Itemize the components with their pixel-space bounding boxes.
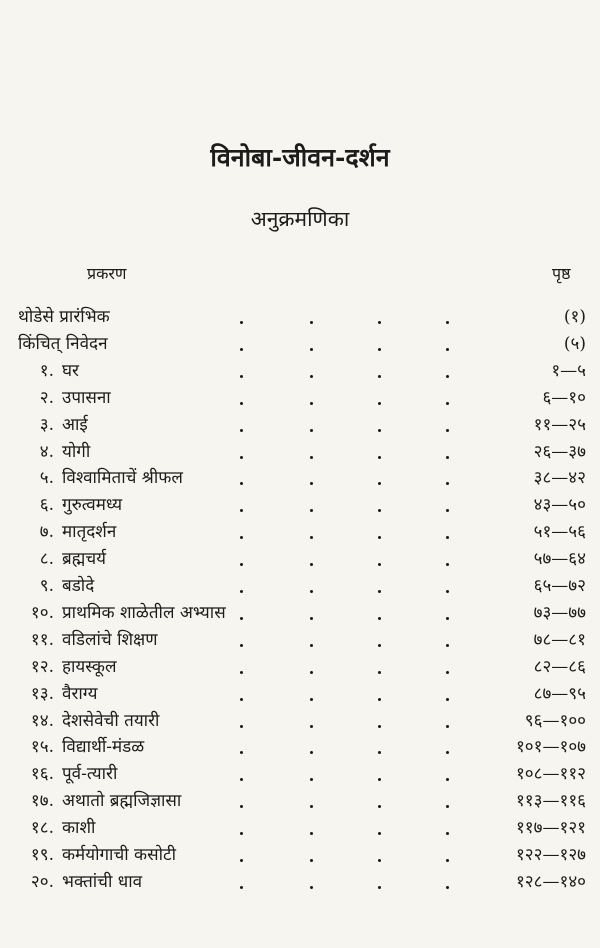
chapter-number: १९.: [30, 845, 54, 865]
chapter-row: [0, 573, 600, 599]
chapter-title: विश्वामिताचें श्रीफल: [62, 468, 183, 489]
leader-dot: [310, 671, 313, 674]
chapter-row: [0, 358, 600, 384]
chapter-row: [0, 734, 600, 760]
chapter-row: [0, 465, 600, 491]
leader-dot: [310, 563, 313, 566]
leader-dot: [310, 886, 313, 889]
leader-dot: [446, 375, 449, 378]
chapter-title: पूर्व-त्यारी: [62, 764, 118, 785]
leader-dot: [446, 644, 449, 647]
chapter-title: भक्तांची धाव: [62, 871, 143, 892]
chapter-row: [0, 546, 600, 572]
leader-dot: [240, 644, 243, 647]
page-range: (१): [563, 307, 586, 327]
prelim-row: [0, 331, 600, 357]
leader-dot: [310, 832, 313, 835]
leader-dot: [446, 456, 449, 459]
leader-dot: [446, 859, 449, 862]
chapter-row: [0, 869, 600, 895]
page-range: ८२—८६: [533, 656, 586, 677]
chapter-number: ९.: [39, 576, 54, 596]
leader-dot: [310, 536, 313, 539]
leader-dot: [240, 509, 243, 512]
chapter-number: १२.: [30, 656, 54, 677]
chapter-row: [0, 492, 600, 518]
chapter-title: देशसेवेची तयारी: [62, 710, 160, 731]
chapter-title: गुरुत्वमध्य: [62, 495, 123, 516]
chapter-title: काशी: [62, 818, 96, 839]
leader-dot: [446, 429, 449, 432]
leader-dot: [446, 698, 449, 701]
chapter-row: [0, 439, 600, 465]
leader-dot: [378, 509, 381, 512]
chapter-row: [0, 654, 600, 680]
leader-dot: [310, 725, 313, 728]
page-range: ६५—७२: [533, 576, 586, 596]
leader-dot: [240, 805, 243, 808]
chapter-title: आई: [62, 414, 88, 435]
leader-dot: [310, 456, 313, 459]
leader-dot: [310, 698, 313, 701]
leader-dot: [310, 482, 313, 485]
page-range: १०१—१०७: [515, 737, 586, 758]
page-range: १—५: [551, 360, 586, 381]
chapter-title: विद्यार्थी-मंडळ: [62, 737, 145, 758]
leader-dot: [240, 886, 243, 889]
page-range: (५): [563, 333, 586, 354]
leader-dot: [446, 886, 449, 889]
leader-dot: [378, 429, 381, 432]
page-range: ११७—१२१: [515, 818, 586, 839]
leader-dot: [378, 590, 381, 593]
chapter-title: उपासना: [62, 387, 111, 408]
leader-dot: [378, 482, 381, 485]
leader-dot: [240, 859, 243, 862]
leader-dot: [378, 778, 381, 781]
leader-dot: [446, 805, 449, 808]
leader-dot: [240, 456, 243, 459]
column-header-page: पृष्ठ: [552, 264, 571, 283]
leader-dot: [378, 402, 381, 405]
chapter-row: [0, 815, 600, 841]
chapter-title: हायस्कूल: [62, 656, 117, 677]
chapter-title: कर्मयोगाची कसोटी: [62, 845, 176, 865]
leader-dot: [310, 617, 313, 620]
chapter-row: [0, 788, 600, 814]
chapter-row: [0, 708, 600, 734]
page-range: ११३—११६: [515, 791, 586, 812]
leader-dot: [446, 590, 449, 593]
page-range: ११—२५: [533, 414, 586, 435]
leader-dot: [446, 671, 449, 674]
chapter-number: ४.: [39, 441, 54, 462]
leader-dot: [240, 321, 243, 324]
chapter-number: २०.: [30, 871, 54, 892]
chapter-title: मातृदर्शन: [62, 522, 117, 543]
leader-dot: [378, 563, 381, 566]
prelim-title: किंचित् निवेदन: [18, 333, 108, 354]
leader-dot: [446, 832, 449, 835]
leader-dot: [310, 348, 313, 351]
chapter-row: [0, 842, 600, 868]
leader-dot: [240, 671, 243, 674]
leader-dot: [378, 644, 381, 647]
chapter-number: ११.: [30, 629, 54, 650]
chapter-row: [0, 681, 600, 707]
chapter-number: १६.: [30, 764, 54, 785]
page-range: ४३—५०: [533, 495, 586, 516]
leader-dot: [446, 725, 449, 728]
leader-dot: [446, 536, 449, 539]
leader-dot: [378, 698, 381, 701]
leader-dot: [240, 590, 243, 593]
leader-dot: [378, 751, 381, 754]
chapter-title: ब्रह्मचर्य: [62, 549, 106, 570]
leader-dot: [378, 886, 381, 889]
leader-dot: [240, 832, 243, 835]
leader-dot: [310, 509, 313, 512]
chapter-title: प्राथमिक शाळेतील अभ्यास: [62, 602, 226, 623]
leader-dot: [310, 375, 313, 378]
chapter-row: [0, 519, 600, 545]
chapter-number: ७.: [39, 522, 54, 543]
prelim-title: थोडेसे प्रारंभिक: [18, 307, 110, 327]
leader-dot: [446, 778, 449, 781]
leader-dot: [446, 348, 449, 351]
leader-dot: [240, 348, 243, 351]
leader-dot: [378, 725, 381, 728]
chapter-number: १५.: [30, 737, 54, 758]
page-range: ५१—५६: [533, 522, 586, 543]
leader-dot: [240, 429, 243, 432]
leader-dot: [378, 375, 381, 378]
leader-dot: [310, 321, 313, 324]
leader-dot: [240, 482, 243, 485]
leader-dot: [240, 698, 243, 701]
leader-dot: [378, 348, 381, 351]
page-subtitle: अनुक्रमणिका: [250, 207, 350, 231]
chapter-row: [0, 627, 600, 653]
leader-dot: [446, 321, 449, 324]
leader-dot: [310, 778, 313, 781]
page-range: २६—३७: [533, 441, 586, 462]
chapter-row: [0, 385, 600, 411]
chapter-number: ५.: [39, 468, 54, 489]
leader-dot: [240, 536, 243, 539]
chapter-title: बडोदे: [62, 576, 95, 596]
leader-dot: [378, 456, 381, 459]
chapter-number: १.: [39, 360, 54, 381]
leader-dot: [378, 536, 381, 539]
leader-dot: [240, 402, 243, 405]
page-range: ६—१०: [542, 387, 586, 408]
leader-dot: [310, 644, 313, 647]
chapter-number: १०.: [30, 602, 54, 623]
chapter-row: [0, 600, 600, 626]
chapter-number: १८.: [30, 818, 54, 839]
chapter-number: १७.: [30, 791, 54, 812]
page-range: १०८—११२: [515, 764, 586, 785]
page-range: ७८—८१: [533, 629, 586, 650]
page-range: ५७—६४: [533, 549, 586, 570]
leader-dot: [310, 590, 313, 593]
chapter-title: अथातो ब्रह्मजिज्ञासा: [62, 791, 182, 812]
leader-dot: [240, 725, 243, 728]
leader-dot: [240, 617, 243, 620]
chapter-title: योगी: [62, 441, 91, 462]
leader-dot: [446, 751, 449, 754]
leader-dot: [378, 671, 381, 674]
page-range: ८७—९५: [533, 683, 586, 704]
leader-dot: [446, 402, 449, 405]
leader-dot: [446, 482, 449, 485]
leader-dot: [240, 375, 243, 378]
leader-dot: [310, 429, 313, 432]
chapter-title: वडिलांचे शिक्षण: [62, 629, 158, 650]
chapter-number: ३.: [39, 414, 54, 435]
leader-dot: [310, 402, 313, 405]
prelim-row: [0, 304, 600, 330]
page-range: १२८—१४०: [515, 871, 586, 892]
leader-dot: [446, 617, 449, 620]
chapter-row: [0, 761, 600, 787]
chapter-number: २.: [39, 387, 54, 408]
leader-dot: [240, 778, 243, 781]
leader-dot: [240, 751, 243, 754]
chapter-number: ६.: [39, 495, 54, 516]
leader-dot: [310, 751, 313, 754]
leader-dot: [446, 509, 449, 512]
column-header-chapter: प्रकरण: [87, 264, 127, 283]
leader-dot: [378, 859, 381, 862]
leader-dot: [378, 805, 381, 808]
leader-dot: [446, 563, 449, 566]
leader-dot: [378, 321, 381, 324]
chapter-row: [0, 412, 600, 438]
chapter-number: १३.: [30, 683, 54, 704]
leader-dot: [240, 563, 243, 566]
page-title: विनोबा-जीवन-दर्शन: [210, 143, 390, 172]
chapter-number: १४.: [30, 710, 54, 731]
leader-dot: [310, 859, 313, 862]
leader-dot: [378, 617, 381, 620]
chapter-title: घर: [62, 360, 79, 381]
chapter-number: ८.: [39, 549, 54, 570]
page-range: ७३—७७: [533, 602, 586, 623]
leader-dot: [378, 832, 381, 835]
chapter-title: वैराग्य: [62, 683, 98, 704]
page-range: १२२—१२७: [515, 845, 586, 865]
leader-dot: [310, 805, 313, 808]
page-range: ३८—४२: [533, 468, 586, 489]
page-range: ९६—१००: [524, 710, 586, 731]
